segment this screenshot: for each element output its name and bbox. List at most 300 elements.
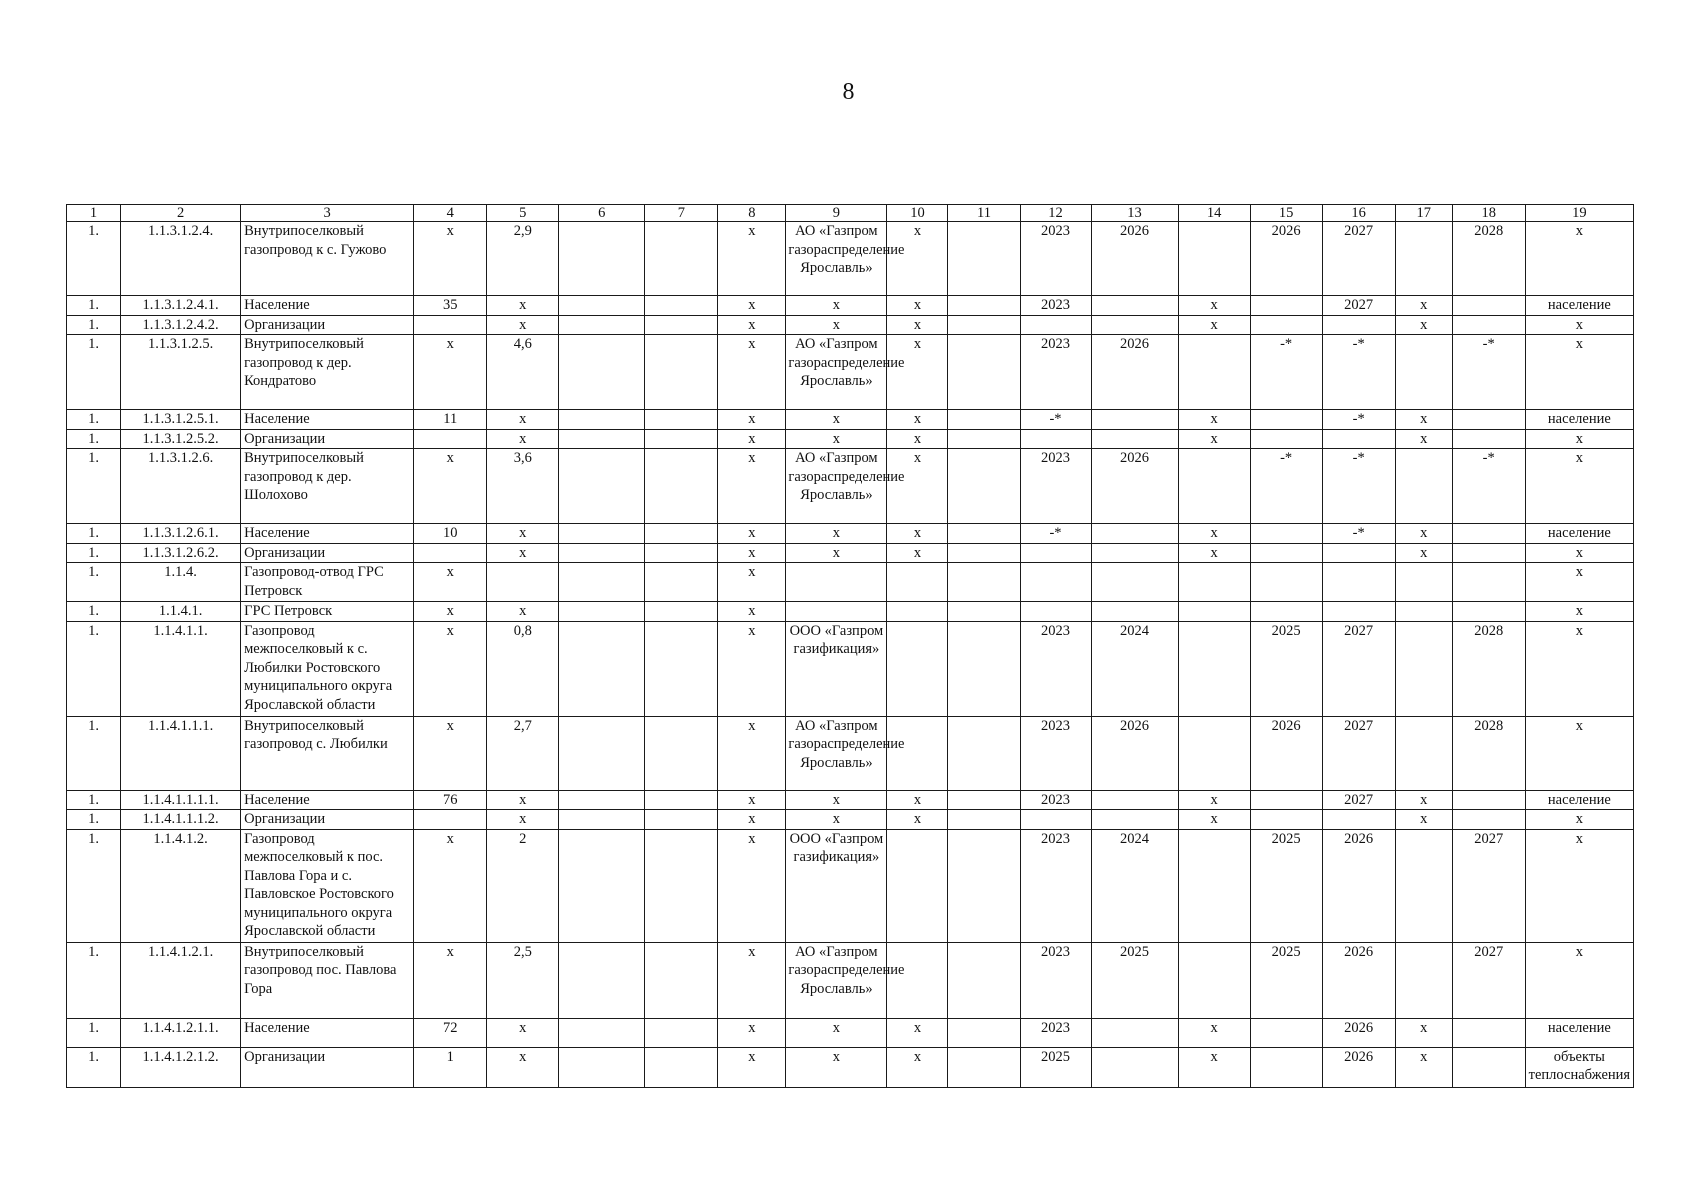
table-cell-col-4: х — [414, 563, 487, 602]
table-cell-col-2: 1.1.4.1.2. — [121, 829, 241, 942]
table-cell-col-5: х — [487, 810, 559, 830]
table-cell-col-17 — [1395, 716, 1452, 790]
table-cell-col-15 — [1250, 315, 1322, 335]
table-row — [67, 410, 1634, 430]
table-cell-col-19: х — [1525, 563, 1633, 602]
table-cell-col-15 — [1250, 790, 1322, 810]
table-cell-col-5: 4,6 — [487, 335, 559, 410]
table-cell-col-3: Организации — [241, 810, 414, 830]
table-cell-col-13 — [1091, 563, 1178, 602]
column-number-cell: 9 — [786, 205, 887, 222]
table-cell-col-17: х — [1395, 296, 1452, 316]
table-cell-col-8: х — [718, 335, 786, 410]
table-row — [67, 524, 1634, 544]
table-cell-col-8: х — [718, 410, 786, 430]
table-cell-col-1: 1. — [67, 449, 121, 524]
table-cell-col-19: х — [1525, 429, 1633, 449]
column-number-cell: 19 — [1525, 205, 1633, 222]
column-number-cell: 14 — [1178, 205, 1250, 222]
table-cell-col-5: х — [487, 410, 559, 430]
table-cell-col-18: 2027 — [1452, 942, 1525, 1018]
table-cell-col-17 — [1395, 602, 1452, 622]
table-cell-col-1: 1. — [67, 716, 121, 790]
table-cell-col-17 — [1395, 335, 1452, 410]
table-cell-col-4: х — [414, 621, 487, 716]
table-cell-col-11 — [948, 621, 1020, 716]
table-cell-col-18 — [1452, 563, 1525, 602]
table-cell-col-4 — [414, 315, 487, 335]
table-cell-col-5: 2,9 — [487, 222, 559, 296]
table-row — [67, 942, 1634, 1018]
table-cell-col-13 — [1091, 429, 1178, 449]
table-cell-col-7 — [645, 810, 718, 830]
table-cell-col-13 — [1091, 296, 1178, 316]
table-cell-col-16: 2026 — [1322, 942, 1395, 1018]
table-cell-col-8: х — [718, 942, 786, 1018]
table-cell-col-10 — [887, 829, 948, 942]
table-cell-col-14: х — [1178, 524, 1250, 544]
table-row — [67, 829, 1634, 942]
table-cell-col-14 — [1178, 222, 1250, 296]
table-cell-col-15: 2025 — [1250, 942, 1322, 1018]
table-cell-col-15 — [1250, 410, 1322, 430]
table-cell-col-7 — [645, 315, 718, 335]
table-cell-col-12: 2023 — [1020, 449, 1091, 524]
table-cell-col-13 — [1091, 602, 1178, 622]
table-cell-col-3: ГРС Петровск — [241, 602, 414, 622]
table-cell-col-10: х — [887, 524, 948, 544]
table-row — [67, 1018, 1634, 1047]
table-cell-col-16: 2026 — [1322, 1047, 1395, 1087]
table-cell-col-4: 35 — [414, 296, 487, 316]
table-cell-col-14 — [1178, 621, 1250, 716]
table-cell-col-18 — [1452, 410, 1525, 430]
table-cell-col-19: х — [1525, 335, 1633, 410]
table-cell-col-7 — [645, 429, 718, 449]
table-cell-col-6 — [559, 222, 645, 296]
table-cell-col-13 — [1091, 1047, 1178, 1087]
table-cell-col-8: х — [718, 790, 786, 810]
table-cell-col-4 — [414, 429, 487, 449]
table-cell-col-8: х — [718, 1018, 786, 1047]
table-cell-col-1: 1. — [67, 790, 121, 810]
gasification-schedule-table — [66, 204, 1634, 1088]
table-cell-col-5: х — [487, 429, 559, 449]
table-cell-col-17: х — [1395, 315, 1452, 335]
table-cell-col-3: Внутрипоселковый газопровод пос. Павлова Гора — [241, 942, 414, 1018]
table-cell-col-16: 2027 — [1322, 296, 1395, 316]
table-cell-col-18: 2028 — [1452, 621, 1525, 716]
table-cell-col-12: 2025 — [1020, 1047, 1091, 1087]
table-cell-col-10: х — [887, 1018, 948, 1047]
table-cell-col-9: х — [786, 410, 887, 430]
table-row — [67, 716, 1634, 790]
table-cell-col-19: х — [1525, 621, 1633, 716]
table-cell-col-13: 2026 — [1091, 716, 1178, 790]
table-cell-col-15: 2025 — [1250, 621, 1322, 716]
table-cell-col-7 — [645, 1047, 718, 1087]
table-cell-col-6 — [559, 602, 645, 622]
table-cell-col-17: х — [1395, 410, 1452, 430]
table-cell-col-19: население — [1525, 790, 1633, 810]
table-cell-col-16 — [1322, 543, 1395, 563]
table-cell-col-4: х — [414, 222, 487, 296]
table-cell-col-11 — [948, 810, 1020, 830]
table-row — [67, 543, 1634, 563]
table-cell-col-9: х — [786, 524, 887, 544]
table-cell-col-7 — [645, 222, 718, 296]
column-number-cell: 6 — [559, 205, 645, 222]
table-cell-col-4 — [414, 543, 487, 563]
table-cell-col-1: 1. — [67, 829, 121, 942]
column-number-cell: 5 — [487, 205, 559, 222]
table-cell-col-17: х — [1395, 810, 1452, 830]
table-cell-col-3: Население — [241, 296, 414, 316]
column-number-cell: 3 — [241, 205, 414, 222]
table-cell-col-9: АО «Газпром газораспределение Ярославль» — [786, 449, 887, 524]
table-cell-col-16 — [1322, 315, 1395, 335]
table-cell-col-12: 2023 — [1020, 621, 1091, 716]
table-cell-col-3: Организации — [241, 1047, 414, 1087]
table-cell-col-6 — [559, 621, 645, 716]
table-cell-col-10: х — [887, 543, 948, 563]
table-cell-col-9: АО «Газпром газораспределение Ярославль» — [786, 942, 887, 1018]
table-cell-col-13 — [1091, 524, 1178, 544]
table-cell-col-4: 76 — [414, 790, 487, 810]
table-cell-col-14 — [1178, 449, 1250, 524]
table-cell-col-15: 2025 — [1250, 829, 1322, 942]
table-cell-col-6 — [559, 335, 645, 410]
table-cell-col-15 — [1250, 296, 1322, 316]
table-cell-col-12 — [1020, 315, 1091, 335]
table-cell-col-18 — [1452, 1047, 1525, 1087]
table-cell-col-19: х — [1525, 716, 1633, 790]
table-cell-col-10 — [887, 563, 948, 602]
table-cell-col-7 — [645, 790, 718, 810]
table-cell-col-18: 2027 — [1452, 829, 1525, 942]
table-cell-col-7 — [645, 1018, 718, 1047]
table-cell-col-1: 1. — [67, 524, 121, 544]
table-cell-col-15 — [1250, 563, 1322, 602]
table-cell-col-9: х — [786, 315, 887, 335]
table-cell-col-9: х — [786, 543, 887, 563]
table-cell-col-8: х — [718, 829, 786, 942]
table-cell-col-16: 2026 — [1322, 829, 1395, 942]
table-cell-col-4: 72 — [414, 1018, 487, 1047]
table-cell-col-5: х — [487, 790, 559, 810]
table-cell-col-2: 1.1.3.1.2.6.2. — [121, 543, 241, 563]
table-cell-col-7 — [645, 296, 718, 316]
table-row — [67, 449, 1634, 524]
table-cell-col-15 — [1250, 810, 1322, 830]
table-cell-col-1: 1. — [67, 942, 121, 1018]
table-cell-col-10: х — [887, 410, 948, 430]
table-cell-col-14: х — [1178, 1047, 1250, 1087]
column-number-cell: 15 — [1250, 205, 1322, 222]
table-cell-col-13: 2025 — [1091, 942, 1178, 1018]
table-cell-col-5: 2,5 — [487, 942, 559, 1018]
table-cell-col-15 — [1250, 1047, 1322, 1087]
column-number-cell: 7 — [645, 205, 718, 222]
table-cell-col-1: 1. — [67, 543, 121, 563]
table-cell-col-3: Внутрипоселковый газопровод с. Любилки — [241, 716, 414, 790]
table-cell-col-8: х — [718, 222, 786, 296]
table-cell-col-7 — [645, 602, 718, 622]
table-cell-col-2: 1.1.3.1.2.5. — [121, 335, 241, 410]
table-cell-col-17 — [1395, 829, 1452, 942]
table-cell-col-7 — [645, 524, 718, 544]
table-cell-col-19: х — [1525, 222, 1633, 296]
table-cell-col-14 — [1178, 942, 1250, 1018]
table-cell-col-6 — [559, 315, 645, 335]
table-cell-col-1: 1. — [67, 1018, 121, 1047]
table-cell-col-14 — [1178, 716, 1250, 790]
table-body — [67, 205, 1634, 1088]
table-cell-col-12: 2023 — [1020, 222, 1091, 296]
table-cell-col-12 — [1020, 602, 1091, 622]
table-cell-col-6 — [559, 1047, 645, 1087]
table-cell-col-10: х — [887, 315, 948, 335]
table-cell-col-8: х — [718, 296, 786, 316]
table-cell-col-12: 2023 — [1020, 790, 1091, 810]
table-cell-col-4: 11 — [414, 410, 487, 430]
table-cell-col-6 — [559, 524, 645, 544]
table-cell-col-19: население — [1525, 524, 1633, 544]
table-cell-col-13: 2024 — [1091, 621, 1178, 716]
table-cell-col-17 — [1395, 563, 1452, 602]
table-cell-col-17 — [1395, 449, 1452, 524]
table-cell-col-15 — [1250, 602, 1322, 622]
table-cell-col-18: 2028 — [1452, 716, 1525, 790]
table-cell-col-1: 1. — [67, 563, 121, 602]
table-cell-col-15 — [1250, 1018, 1322, 1047]
column-number-cell: 13 — [1091, 205, 1178, 222]
table-cell-col-3: Организации — [241, 543, 414, 563]
table-cell-col-8: х — [718, 449, 786, 524]
table-cell-col-9: х — [786, 1047, 887, 1087]
table-cell-col-2: 1.1.4.1.1.1. — [121, 716, 241, 790]
table-cell-col-13 — [1091, 1018, 1178, 1047]
table-cell-col-17 — [1395, 942, 1452, 1018]
table-cell-col-8: х — [718, 315, 786, 335]
table-cell-col-14 — [1178, 563, 1250, 602]
table-cell-col-4: 10 — [414, 524, 487, 544]
table-cell-col-14: х — [1178, 543, 1250, 563]
table-cell-col-12: 2023 — [1020, 1018, 1091, 1047]
table-cell-col-4: х — [414, 602, 487, 622]
table-row — [67, 563, 1634, 602]
table-cell-col-15 — [1250, 543, 1322, 563]
table-cell-col-6 — [559, 449, 645, 524]
table-cell-col-17: х — [1395, 429, 1452, 449]
table-cell-col-2: 1.1.4.1.2.1.2. — [121, 1047, 241, 1087]
table-cell-col-5: х — [487, 543, 559, 563]
table-cell-col-5: 2 — [487, 829, 559, 942]
table-cell-col-6 — [559, 543, 645, 563]
table-row — [67, 602, 1634, 622]
table-cell-col-10: х — [887, 810, 948, 830]
table-cell-col-18 — [1452, 524, 1525, 544]
table-cell-col-8: х — [718, 1047, 786, 1087]
table-cell-col-9: АО «Газпром газораспределение Ярославль» — [786, 222, 887, 296]
column-number-cell: 8 — [718, 205, 786, 222]
table-cell-col-2: 1.1.3.1.2.4.1. — [121, 296, 241, 316]
table-cell-col-5: х — [487, 524, 559, 544]
table-cell-col-11 — [948, 942, 1020, 1018]
table-cell-col-16 — [1322, 563, 1395, 602]
table-row — [67, 429, 1634, 449]
table-cell-col-12: 2023 — [1020, 829, 1091, 942]
table-cell-col-14: х — [1178, 296, 1250, 316]
table-cell-col-18: -* — [1452, 449, 1525, 524]
table-cell-col-9: ООО «Газпром газификация» — [786, 621, 887, 716]
table-cell-col-4 — [414, 810, 487, 830]
table-cell-col-1: 1. — [67, 429, 121, 449]
table-cell-col-7 — [645, 563, 718, 602]
table-cell-col-8: х — [718, 543, 786, 563]
table-cell-col-11 — [948, 296, 1020, 316]
table-cell-col-8: х — [718, 429, 786, 449]
table-cell-col-10 — [887, 621, 948, 716]
table-cell-col-15: -* — [1250, 335, 1322, 410]
table-cell-col-17 — [1395, 222, 1452, 296]
table-cell-col-11 — [948, 335, 1020, 410]
table-cell-col-10: х — [887, 790, 948, 810]
column-number-row — [67, 205, 1634, 222]
table-cell-col-10: х — [887, 429, 948, 449]
table-cell-col-6 — [559, 942, 645, 1018]
table-cell-col-5: 3,6 — [487, 449, 559, 524]
table-cell-col-12: -* — [1020, 410, 1091, 430]
table-cell-col-5: х — [487, 315, 559, 335]
table-cell-col-1: 1. — [67, 315, 121, 335]
table-cell-col-1: 1. — [67, 621, 121, 716]
table-cell-col-2: 1.1.4.1. — [121, 602, 241, 622]
table-cell-col-16: -* — [1322, 335, 1395, 410]
table-cell-col-17: х — [1395, 1047, 1452, 1087]
table-cell-col-3: Население — [241, 524, 414, 544]
table-cell-col-11 — [948, 315, 1020, 335]
table-cell-col-11 — [948, 829, 1020, 942]
table-cell-col-14: х — [1178, 1018, 1250, 1047]
table-cell-col-9: АО «Газпром газораспределение Ярославль» — [786, 716, 887, 790]
table-cell-col-12: 2023 — [1020, 296, 1091, 316]
table-cell-col-6 — [559, 296, 645, 316]
table-cell-col-8: х — [718, 810, 786, 830]
table-cell-col-10: х — [887, 1047, 948, 1087]
table-cell-col-4: 1 — [414, 1047, 487, 1087]
table-cell-col-10: х — [887, 335, 948, 410]
table-cell-col-6 — [559, 429, 645, 449]
table-cell-col-16: -* — [1322, 449, 1395, 524]
table-cell-col-19: население — [1525, 1018, 1633, 1047]
table-cell-col-19: х — [1525, 829, 1633, 942]
table-cell-col-17: х — [1395, 543, 1452, 563]
table-cell-col-6 — [559, 1018, 645, 1047]
table-cell-col-14: х — [1178, 315, 1250, 335]
table-cell-col-11 — [948, 543, 1020, 563]
table-cell-col-16: -* — [1322, 524, 1395, 544]
table-cell-col-18 — [1452, 429, 1525, 449]
table-cell-col-6 — [559, 810, 645, 830]
table-row — [67, 335, 1634, 410]
table-cell-col-10: х — [887, 222, 948, 296]
table-cell-col-3: Газопровод межпоселковый к пос. Павлова Гора и с. Павловское Ростовского муниципального округа Ярославской области — [241, 829, 414, 942]
table-cell-col-7 — [645, 410, 718, 430]
table-cell-col-12: -* — [1020, 524, 1091, 544]
table-cell-col-9: ООО «Газпром газификация» — [786, 829, 887, 942]
table-cell-col-13 — [1091, 410, 1178, 430]
table-cell-col-18 — [1452, 1018, 1525, 1047]
table-cell-col-16 — [1322, 602, 1395, 622]
table-cell-col-6 — [559, 829, 645, 942]
table-cell-col-13: 2024 — [1091, 829, 1178, 942]
table-cell-col-12 — [1020, 429, 1091, 449]
table-cell-col-5: х — [487, 1047, 559, 1087]
table-cell-col-19: население — [1525, 296, 1633, 316]
table-cell-col-12: 2023 — [1020, 335, 1091, 410]
table-cell-col-4: х — [414, 829, 487, 942]
table-cell-col-2: 1.1.3.1.2.5.2. — [121, 429, 241, 449]
table-cell-col-2: 1.1.4. — [121, 563, 241, 602]
table-cell-col-8: х — [718, 716, 786, 790]
table-cell-col-11 — [948, 790, 1020, 810]
page-number: 8 — [842, 79, 855, 105]
table-cell-col-11 — [948, 449, 1020, 524]
table-cell-col-11 — [948, 524, 1020, 544]
table-cell-col-1: 1. — [67, 335, 121, 410]
table-cell-col-2: 1.1.3.1.2.4. — [121, 222, 241, 296]
table-cell-col-18 — [1452, 810, 1525, 830]
table-cell-col-11 — [948, 429, 1020, 449]
table-cell-col-16: 2027 — [1322, 716, 1395, 790]
table-cell-col-15: -* — [1250, 449, 1322, 524]
table-cell-col-3: Внутрипоселковый газопровод к дер. Кондратово — [241, 335, 414, 410]
column-number-cell: 1 — [67, 205, 121, 222]
table-cell-col-12 — [1020, 543, 1091, 563]
table-cell-col-1: 1. — [67, 810, 121, 830]
table-cell-col-13: 2026 — [1091, 335, 1178, 410]
table-cell-col-3: Организации — [241, 315, 414, 335]
table-cell-col-11 — [948, 602, 1020, 622]
table-cell-col-1: 1. — [67, 410, 121, 430]
table-cell-col-18 — [1452, 315, 1525, 335]
table-cell-col-9: АО «Газпром газораспределение Ярославль» — [786, 335, 887, 410]
table-row — [67, 1047, 1634, 1087]
table-cell-col-19: х — [1525, 315, 1633, 335]
table-cell-col-14: х — [1178, 410, 1250, 430]
table-cell-col-15: 2026 — [1250, 222, 1322, 296]
table-cell-col-2: 1.1.3.1.2.6. — [121, 449, 241, 524]
table-cell-col-16: 2027 — [1322, 790, 1395, 810]
table-cell-col-10: х — [887, 449, 948, 524]
table-cell-col-5: х — [487, 1018, 559, 1047]
table-cell-col-14 — [1178, 335, 1250, 410]
table-cell-col-6 — [559, 410, 645, 430]
column-number-cell: 12 — [1020, 205, 1091, 222]
table-cell-col-2: 1.1.4.1.1.1.2. — [121, 810, 241, 830]
table-cell-col-7 — [645, 335, 718, 410]
column-number-cell: 16 — [1322, 205, 1395, 222]
column-number-cell: 2 — [121, 205, 241, 222]
table-cell-col-9: х — [786, 429, 887, 449]
table-cell-col-17 — [1395, 621, 1452, 716]
table-cell-col-18 — [1452, 296, 1525, 316]
table-cell-col-3: Организации — [241, 429, 414, 449]
table-cell-col-7 — [645, 621, 718, 716]
table-cell-col-12 — [1020, 810, 1091, 830]
table-cell-col-3: Газопровод межпоселковый к с. Любилки Ростовского муниципального округа Ярославской области — [241, 621, 414, 716]
